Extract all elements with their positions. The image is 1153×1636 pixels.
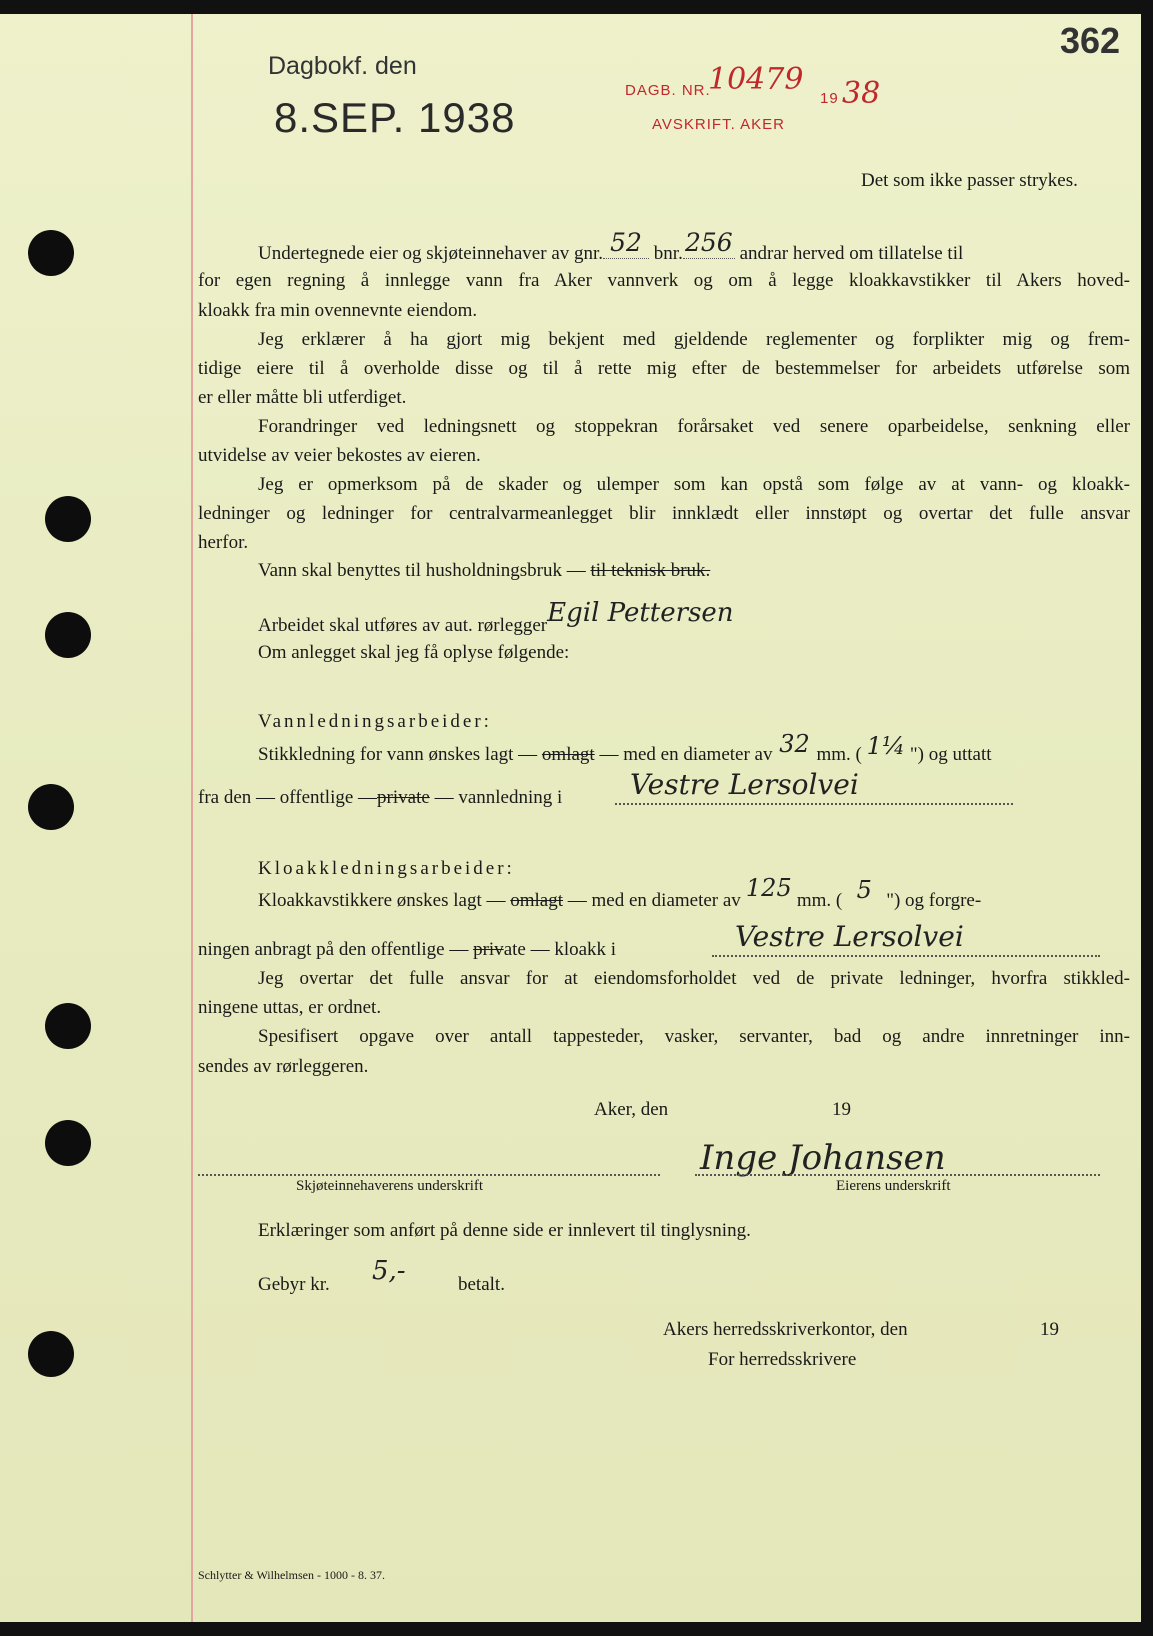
office-year-prefix: 19	[1040, 1319, 1059, 1340]
plumber-name: Egil Pettersen	[547, 598, 734, 628]
sewer-text: mm. (	[796, 890, 843, 911]
water-heading: Vannledningsarbeider:	[258, 711, 492, 732]
changes-line-1: Forandringer ved ledningsnett og stoppekran forårsaket ved senere oparbeidelse, senkning eller	[258, 416, 1130, 437]
water-text: ") og uttatt	[909, 744, 992, 765]
water-use-line	[258, 556, 710, 586]
strike-notice: Det som ikke passer strykes.	[861, 170, 1078, 191]
responsibility-line-2: ningene uttas, er ordnet.	[198, 997, 382, 1018]
scan-border-right	[1141, 0, 1153, 1636]
intro-text: andrar herved om tillatelse til	[739, 243, 964, 264]
plumber-line	[258, 598, 734, 641]
spec-line-1: Spesifisert opgave over antall tappesteder, vasker, servanter, bad og andre innretninger inn-	[258, 1026, 1130, 1047]
spec-line-2: sendes av rørleggeren.	[198, 1056, 369, 1077]
sewer-line-2	[198, 935, 616, 965]
sewer-diameter-inch: 5	[856, 876, 872, 904]
intro-text: bnr.	[653, 243, 683, 264]
office-line-1: Akers herredsskriverkontor, den	[663, 1319, 908, 1340]
water-line-2	[198, 783, 562, 813]
punch-hole	[45, 1003, 91, 1049]
sewer-pipe-name: Vestre Lersolvei	[735, 920, 964, 953]
sewer-struck-omlagt: omlagt	[510, 890, 564, 911]
responsibility-line-1: Jeg overtar det fulle ansvar for at eiendomsforholdet ved de private ledninger, hvorfra stikkled-	[258, 968, 1130, 989]
water-text: fra den — offentlige —	[198, 787, 378, 808]
signature-line-left	[198, 1174, 660, 1176]
signature-line-right	[695, 1174, 1100, 1176]
damage-line-1: Jeg er opmerksom på de skader og ulemper som kan opstå som følge av at vann- og kloakk-	[258, 474, 1130, 495]
punch-hole	[28, 230, 74, 276]
water-use-struck: til teknisk bruk.	[590, 560, 711, 581]
water-text: Stikkledning for vann ønskes lagt —	[258, 744, 538, 765]
changes-line-2: utvidelse av veier bekostes av eieren.	[198, 445, 481, 466]
bnr-value: 256	[683, 228, 735, 259]
sewer-text: ") og forgre-	[886, 890, 982, 911]
declaration-line: Erklæringer som anført på denne side er innlevert til tinglysning.	[258, 1220, 751, 1241]
owner-signature: Inge Johansen	[700, 1138, 946, 1178]
water-diameter-inch: 1¼	[866, 732, 906, 760]
punch-hole	[45, 1120, 91, 1166]
water-text: — vannledning i	[434, 787, 563, 808]
printer-imprint: Schlytter & Wilhelmsen - 1000 - 8. 37.	[198, 1568, 385, 1582]
damage-line-3: herfor.	[198, 532, 249, 553]
sewer-text: ate — kloakk i	[503, 939, 617, 960]
intro-line-3: kloakk fra min ovennevnte eiendom.	[198, 300, 478, 321]
punch-hole	[28, 1331, 74, 1377]
water-pipe-name: Vestre Lersolvei	[630, 768, 859, 801]
sewer-pipe-dotline	[712, 955, 1100, 957]
received-stamp-date: 8.SEP. 1938	[274, 94, 516, 141]
fee-amount: 5,-	[372, 1256, 406, 1286]
water-text: — med en diameter av	[599, 744, 773, 765]
intro-text: Undertegnede eier og skjøteinnehaver av gnr.	[258, 243, 604, 264]
sewer-line-1	[258, 874, 982, 916]
punch-hole	[28, 784, 74, 830]
sewer-struck-private: priv	[473, 939, 504, 960]
damage-line-2: ledninger og ledninger for centralvarmeanlegget blir innklædt eller innstøpt og overtar det fulle ansvar	[198, 503, 1130, 524]
right-signature-caption: Eierens underskrift	[836, 1178, 951, 1194]
signing-year-prefix: 19	[832, 1099, 851, 1120]
left-signature-caption: Skjøteinnehaverens underskrift	[296, 1178, 484, 1194]
plumber-label: Arbeidet skal utføres av aut. rørlegger	[258, 615, 548, 636]
punch-hole	[45, 496, 91, 542]
avskrift-stamp: AVSKRIFT. AKER	[652, 116, 785, 133]
water-diameter-mm: 32	[779, 730, 810, 758]
fee-suffix: betalt.	[458, 1274, 505, 1295]
sewer-text: ningen anbragt på den offentlige —	[198, 939, 469, 960]
regs-line-3: er eller måtte bli utferdiget.	[198, 387, 407, 408]
dagb-number: 10479	[708, 62, 804, 97]
office-line-2: For herredsskrivere	[708, 1349, 857, 1370]
water-use-label: Vann skal benyttes til husholdningsbruk —	[258, 560, 586, 581]
margin-rule	[191, 14, 193, 1622]
dagb-year: 38	[842, 76, 881, 111]
sewer-text: Kloakkavstikkere ønskes lagt —	[258, 890, 506, 911]
water-text: mm. (	[816, 744, 862, 765]
intro-line-2: for egen regning å innlegge vann fra Aker vannverk og om å legge kloakkavstikker til Akers hoved-	[198, 270, 1130, 291]
dagb-label: DAGB. NR.	[625, 82, 711, 99]
water-struck-omlagt: omlagt	[541, 744, 595, 765]
fee-label: Gebyr kr.	[258, 1274, 330, 1295]
water-struck-private: private	[377, 787, 430, 808]
signing-place: Aker, den	[594, 1099, 669, 1120]
sewer-heading: Kloakkledningsarbeider:	[258, 858, 515, 879]
regs-line-2: tidige eiere til å overholde disse og til å rette mig efter de bestemmelser for arbeidets utførelse som	[198, 358, 1130, 379]
received-stamp-label: Dagbokf. den	[268, 52, 417, 80]
dagb-year-prefix: 19	[820, 90, 839, 107]
scan-border-bottom	[0, 1622, 1153, 1636]
water-line-1	[258, 730, 992, 770]
intro-line-1	[258, 228, 964, 269]
sewer-text: — med en diameter av	[567, 890, 741, 911]
scan-border-top	[0, 0, 1153, 14]
page-number: 362	[1060, 20, 1121, 61]
sewer-diameter-mm: 125	[745, 874, 792, 902]
inform-line: Om anlegget skal jeg få oplyse følgende:	[258, 642, 570, 663]
regs-line-1: Jeg erklærer å ha gjort mig bekjent med gjeldende reglementer og forplikter mig og frem-	[258, 329, 1130, 350]
gnr-value: 52	[603, 228, 649, 259]
water-pipe-dotline	[615, 803, 1013, 805]
punch-hole	[45, 612, 91, 658]
